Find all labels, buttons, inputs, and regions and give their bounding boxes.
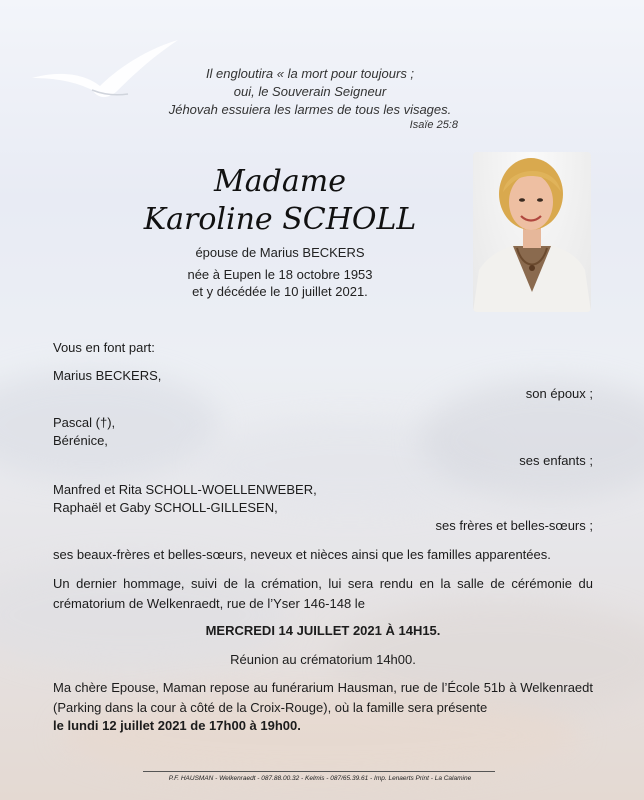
quote-reference: Isaïe 25:8 (409, 119, 458, 131)
quote-line: oui, le Souverain Seigneur (233, 84, 387, 99)
gathering-info: Réunion au crématorium 14h00. (230, 652, 416, 667)
quote-line: Jéhovah essuiera les larmes de tous les visages. (168, 102, 452, 117)
footer-credits: P.F. HAUSMAN - Welkenraedt - 087.88.00.32 - Kelmis - 087/65.39.61 - Imp. Lenaerts Print - La Calamine (168, 775, 472, 782)
siblings-role: ses frères et belles-sœurs ; (435, 518, 593, 533)
birth-line: née à Eupen le 18 octobre 1953 (187, 267, 373, 282)
relatives-line: ses beaux-frères et belles-sœurs, neveux et nièces ainsi que les familles apparentées. (53, 547, 551, 562)
visitation-time: le lundi 12 juillet 2021 de 17h00 à 19h00. (53, 718, 301, 733)
spouse-role: son époux ; (525, 386, 593, 401)
children-role: ses enfants ; (519, 453, 593, 468)
visitation-text: Ma chère Epouse, Maman repose au funérarium Hausman, rue de l’École 51b à Welkenraedt (Parking dans la cour à côté de la Croix-Rouge), où la famille sera présente (53, 680, 593, 715)
ceremony-date: MERCREDI 14 JUILLET 2021 À 14H15. (205, 623, 441, 638)
sibling-name: Raphaël et Gaby SCHOLL-GILLESEN, (53, 500, 278, 515)
deceased-spouse: épouse de Marius BECKERS (195, 245, 365, 260)
ceremony-text: Un dernier hommage, suivi de la crémation, lui sera rendu en la salle de cérémonie du crématorium de Welkenraedt, rue de l’Yser 146-148 le (53, 576, 593, 611)
death-line: et y décédée le 10 juillet 2021. (192, 284, 368, 299)
quote-line: Il engloutira « la mort pour toujours ; (205, 66, 415, 81)
sibling-name: Manfred et Rita SCHOLL-WOELLENWEBER, (53, 482, 317, 497)
child-name: Pascal (†), (53, 415, 116, 430)
footer-divider (143, 771, 495, 772)
intro-line: Vous en font part: (53, 340, 155, 355)
deceased-header (100, 163, 460, 300)
spouse-name: Marius BECKERS, (53, 368, 162, 383)
deceased-name: Karoline SCHOLL (143, 202, 417, 237)
deceased-dates (100, 266, 460, 300)
deceased-title: Madame (214, 164, 346, 199)
portrait-photo (473, 152, 591, 312)
child-name: Bérénice, (53, 433, 108, 448)
bible-quote (150, 65, 470, 119)
